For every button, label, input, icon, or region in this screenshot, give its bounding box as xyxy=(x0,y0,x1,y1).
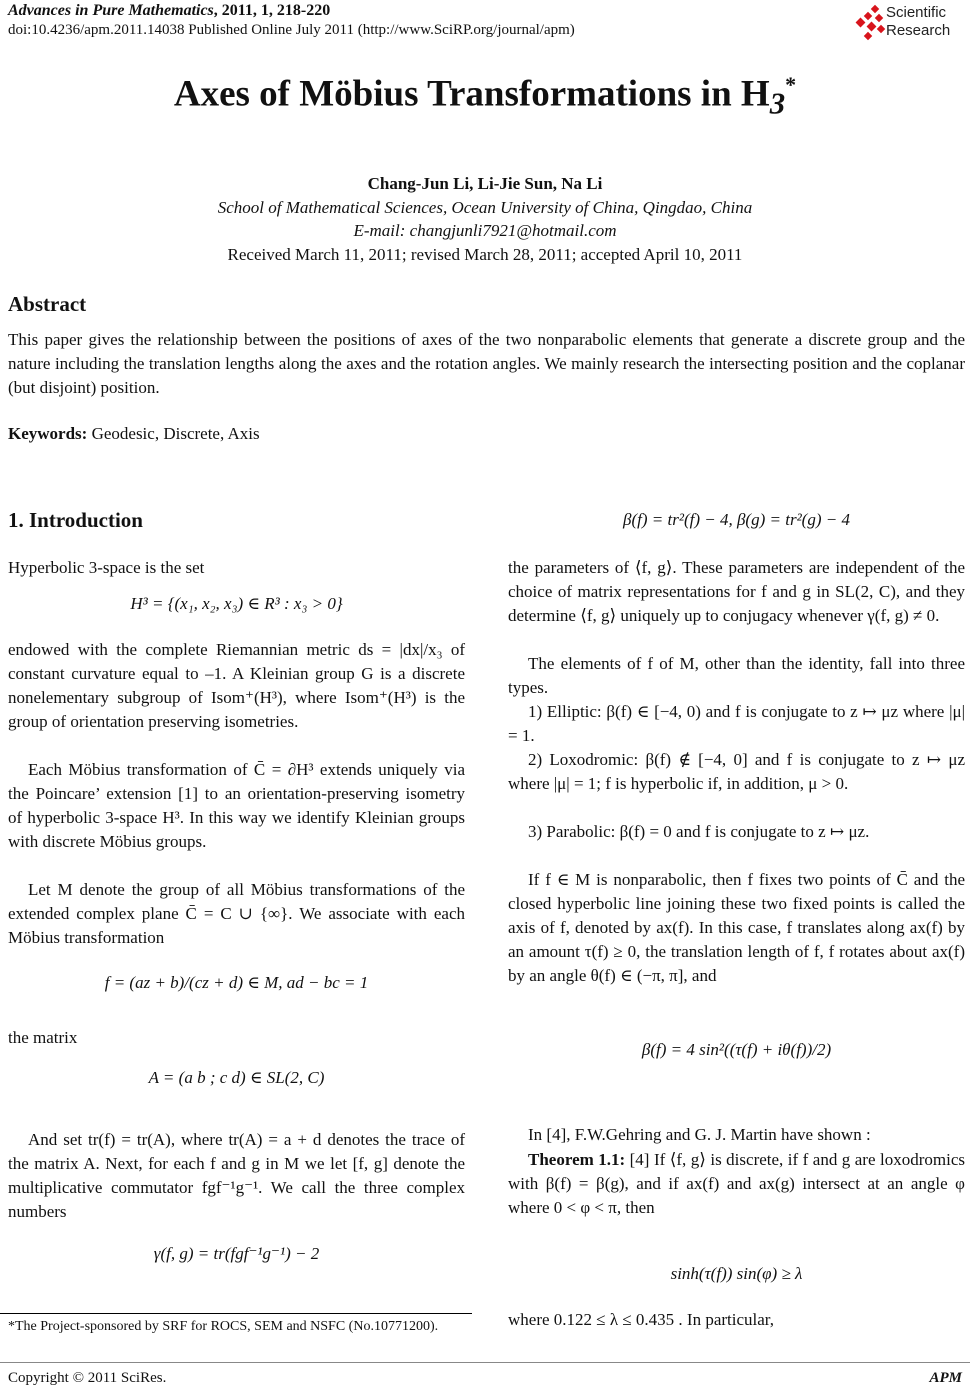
left-para-4: Let M denote the group of all Möbius transformations of the extended complex plane C̄ = C ∪ {∞}. We associate with each Möbius transformation xyxy=(8,880,465,947)
keywords-text: Geodesic, Discrete, Axis xyxy=(87,424,260,443)
section-heading: 1. Introduction xyxy=(8,508,143,532)
footnote-text: *The Project-sponsored by SRF for ROCS, SEM and NSFC (No.10771200). xyxy=(8,1319,439,1334)
doi-line: doi:10.4236/apm.2011.14038 Published Online July 2011 (http://www.SciRP.org/journal/apm) xyxy=(8,22,575,38)
publisher-logo xyxy=(852,4,970,44)
title-subscript: 3 xyxy=(769,86,786,121)
copyright: Copyright © 2011 SciRes. xyxy=(8,1370,167,1386)
right-para-loxodromic: 2) Loxodromic: β(f) ∉ [−4, 0] and f is conjugate to z ↦ μz where |μ| = 1; f is hyperbolic if, in addition, μ > 0. xyxy=(508,750,965,793)
logo-line-2: Research xyxy=(886,22,951,39)
theorem-text: [4] If ⟨f, g⟩ is discrete, if f and g are loxodromics with β(f) = β(g), and if ax(f) and ax(g) intersect at an angle φ where 0 < φ < π, then xyxy=(508,1150,965,1217)
left-para-5: the matrix xyxy=(8,1028,78,1047)
keywords xyxy=(8,422,965,446)
theorem-1-1 xyxy=(508,1148,965,1220)
right-para-axis: If f ∈ M is nonparabolic, then f fixes two points of C̄ and the closed hyperbolic line joining these two fixed points is called the axis of f, denoted by ax(f). In this case, f translates along ax(f) by an amount τ(f) ≥ 0, the translation length of f, f rotates about ax(f) by an angle θ(f) ∈ (−π, π], and xyxy=(508,870,965,985)
title-text: Axes of Möbius Transformations in H xyxy=(173,73,770,115)
left-para-6: And set tr(f) = tr(A), where tr(A) = a + d denotes the trace of the matrix A. Next, for each f and g in M we let [f, g] denote the multiplicative commutator fgf⁻¹g⁻¹. We call the three complex numbers xyxy=(8,1130,465,1221)
equation-h3: H³ = {(x₁, x₂, x₃) ∈ R³ : x₃ > 0} xyxy=(130,594,343,613)
footnote xyxy=(0,1313,472,1336)
received-dates: Received March 11, 2011; revised March 28, 2011; accepted April 10, 2011 xyxy=(227,245,743,264)
paper-title xyxy=(0,72,970,122)
theorem-label: Theorem 1.1: xyxy=(528,1150,626,1169)
right-para-gehring: In [4], F.W.Gehring and G. J. Martin have shown : xyxy=(528,1125,871,1144)
abstract-text: This paper gives the relationship between the positions of axes of the two nonparabolic elements that generate a discrete group and the nature including the translation lengths along the axes and the rotation angles. We mainly research the intersecting position and the coplanar (but disjoint) position. xyxy=(8,330,965,397)
journal-abbreviation: APM xyxy=(929,1370,962,1386)
email: E-mail: changjunli7921@hotmail.com xyxy=(353,221,617,240)
equation-mobius: f = (az + b)/(cz + d) ∈ M, ad − bc = 1 xyxy=(104,973,369,992)
equation-beta: β(f) = tr²(f) − 4, β(g) = tr²(g) − 4 xyxy=(623,510,850,529)
title-footnote-mark: * xyxy=(785,72,797,97)
authors: Chang-Jun Li, Li-Jie Sun, Na Li xyxy=(367,174,603,193)
equation-gamma: γ(f, g) = tr(fgf⁻¹g⁻¹) − 2 xyxy=(153,1244,320,1263)
keywords-label: Keywords: xyxy=(8,424,88,443)
equation-sinh: sinh(τ(f)) sin(φ) ≥ λ xyxy=(670,1264,803,1283)
equation-beta-sin: β(f) = 4 sin²((τ(f) + iθ(f))/2) xyxy=(641,1040,832,1059)
logo-diamonds-icon xyxy=(852,4,886,44)
footer-divider xyxy=(0,1362,970,1363)
right-para-2: The elements of f of M, other than the identity, fall into three types. xyxy=(508,654,965,697)
left-para-2: endowed with the complete Riemannian metric ds = |dx|/x₃ of constant curvature equal to –1. A Kleinian group G is a discrete nonelementary subgroup of Isom⁺(H³), where Isom⁺(H³) is the group of orientation preserving isometries. xyxy=(8,640,465,731)
left-para-1: Hyperbolic 3-space is the set xyxy=(8,558,205,577)
affiliation: School of Mathematical Sciences, Ocean University of China, Qingdao, China xyxy=(217,198,753,217)
right-para-parabolic: 3) Parabolic: β(f) = 0 and f is conjugate to z ↦ μz. xyxy=(528,822,870,841)
right-para-where: where 0.122 ≤ λ ≤ 0.435 . In particular, xyxy=(508,1310,775,1329)
journal-name: Advances in Pure Mathematics xyxy=(8,2,214,19)
logo-text xyxy=(886,4,950,40)
journal-info: , 2011, 1, 218-220 xyxy=(213,2,331,19)
right-para-1: the parameters of ⟨f, g⟩. These parameters are independent of the choice of matrix representations for f and g in SL(2, C), and they determine ⟨f, g⟩ uniquely up to conjugacy whenever γ(f, g) ≠ 0. xyxy=(508,558,965,625)
right-para-elliptic: 1) Elliptic: β(f) ∈ [−4, 0) and f is conjugate to z ↦ μz where |μ| = 1. xyxy=(508,702,965,745)
logo-line-1: Scientific xyxy=(886,4,947,21)
abstract-heading: Abstract xyxy=(8,292,87,316)
left-para-3: Each Möbius transformation of C̄ = ∂H³ extends uniquely via the Poincare’ extension [1] to an orientation-preserving isometry of hyperbolic 3-space H³. In this way we identify Kleinian groups with discrete Möbius groups. xyxy=(8,760,465,851)
journal-header xyxy=(8,2,330,20)
equation-matrix: A = (a b ; c d) ∈ SL(2, C) xyxy=(148,1068,325,1087)
